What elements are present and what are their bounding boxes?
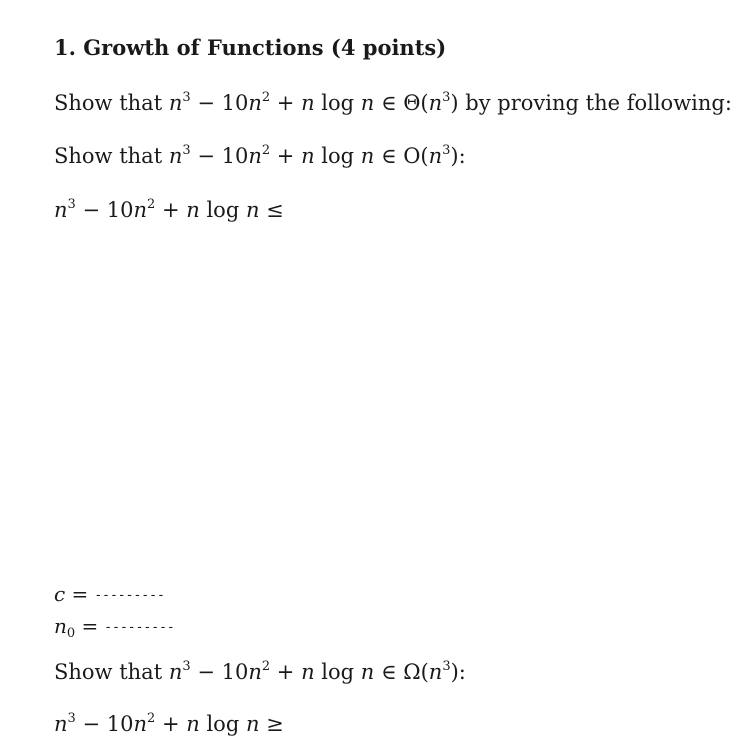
expr-n2: n: [133, 198, 148, 222]
n0-eq: =: [75, 614, 99, 638]
expr-exp3: 3: [67, 197, 76, 212]
theta-exp: 3: [442, 90, 451, 105]
expr-exp2: 2: [147, 711, 156, 726]
problem-title: 1. Growth of Functions (4 points): [54, 35, 447, 60]
expr-n: n: [168, 91, 183, 115]
omega-close: ):: [450, 660, 466, 684]
expr-exp3: 3: [182, 659, 191, 674]
expr-plus: +: [155, 198, 187, 222]
expr-n2: n: [133, 712, 148, 736]
theta-prefix: Show that: [54, 91, 163, 115]
expr-minus10: − 10: [190, 660, 249, 684]
expr-nlog-n: n: [186, 198, 200, 222]
theta-statement: [54, 89, 732, 117]
expr-plus: +: [155, 712, 187, 736]
expr-minus10: − 10: [75, 712, 134, 736]
theta-close: ): [450, 91, 459, 115]
expr-n: n: [54, 198, 68, 222]
expr-minus10: − 10: [190, 91, 249, 115]
expr-exp2: 2: [261, 143, 271, 158]
expr-n2: n: [248, 660, 262, 684]
geq-symbol: ≥: [259, 712, 284, 736]
expr-nlog-n: n: [301, 144, 315, 168]
expr-n: n: [54, 712, 68, 736]
omega-inequality: [54, 710, 284, 738]
expr-n2: n: [248, 144, 262, 168]
n0-blank[interactable]: ---------: [104, 620, 175, 635]
theta-set: ∈ Θ(: [374, 91, 429, 115]
omega-n: n: [428, 660, 443, 684]
bigo-close: ):: [450, 144, 466, 168]
expr-minus10: − 10: [190, 144, 249, 168]
c-label: c: [54, 582, 66, 606]
expr-exp2: 2: [147, 197, 156, 212]
expr-exp3: 3: [182, 90, 191, 105]
expr-nlog-n: n: [186, 712, 200, 736]
expr-plus: +: [270, 660, 302, 684]
omega-prefix: Show that: [54, 660, 163, 684]
expr-plus: +: [270, 91, 302, 115]
expr-log: log: [199, 198, 246, 222]
expr-exp2: 2: [261, 659, 271, 674]
c-eq: =: [65, 582, 89, 606]
bigo-set: ∈ O(: [374, 144, 429, 168]
omega-exp: 3: [442, 659, 451, 674]
bigo-prefix: Show that: [54, 144, 163, 168]
expr-nlog-n: n: [301, 91, 315, 115]
expr-minus10: − 10: [75, 198, 134, 222]
n0-constant-line: [54, 612, 175, 642]
expr-n2: n: [248, 91, 262, 115]
c-constant-line: [54, 580, 165, 610]
expr-log: log: [314, 91, 361, 115]
expr-log-arg: n: [245, 198, 260, 222]
expr-nlog-n: n: [301, 660, 315, 684]
expr-log: log: [314, 144, 361, 168]
expr-exp3: 3: [182, 143, 191, 158]
theta-suffix: by proving the following:: [458, 91, 732, 115]
expr-log: log: [199, 712, 246, 736]
n0-sub: 0: [66, 626, 76, 641]
expr-log-arg: n: [360, 91, 375, 115]
theta-n: n: [428, 91, 443, 115]
expr-log-arg: n: [245, 712, 260, 736]
expr-n: n: [168, 144, 183, 168]
expr-log: log: [314, 660, 361, 684]
expr-exp2: 2: [261, 90, 271, 105]
expr-log-arg: n: [360, 144, 375, 168]
bigo-inequality: [54, 196, 284, 224]
bigo-statement: [54, 142, 466, 170]
expr-n: n: [168, 660, 183, 684]
expr-log-arg: n: [360, 660, 375, 684]
expr-plus: +: [270, 144, 302, 168]
c-blank[interactable]: ---------: [94, 588, 165, 603]
n0-label: n: [54, 614, 67, 638]
leq-symbol: ≤: [259, 198, 284, 222]
bigo-n: n: [428, 144, 443, 168]
expr-exp3: 3: [67, 711, 76, 726]
bigo-exp: 3: [442, 143, 451, 158]
omega-statement: [54, 658, 466, 686]
omega-set: ∈ Ω(: [374, 660, 429, 684]
